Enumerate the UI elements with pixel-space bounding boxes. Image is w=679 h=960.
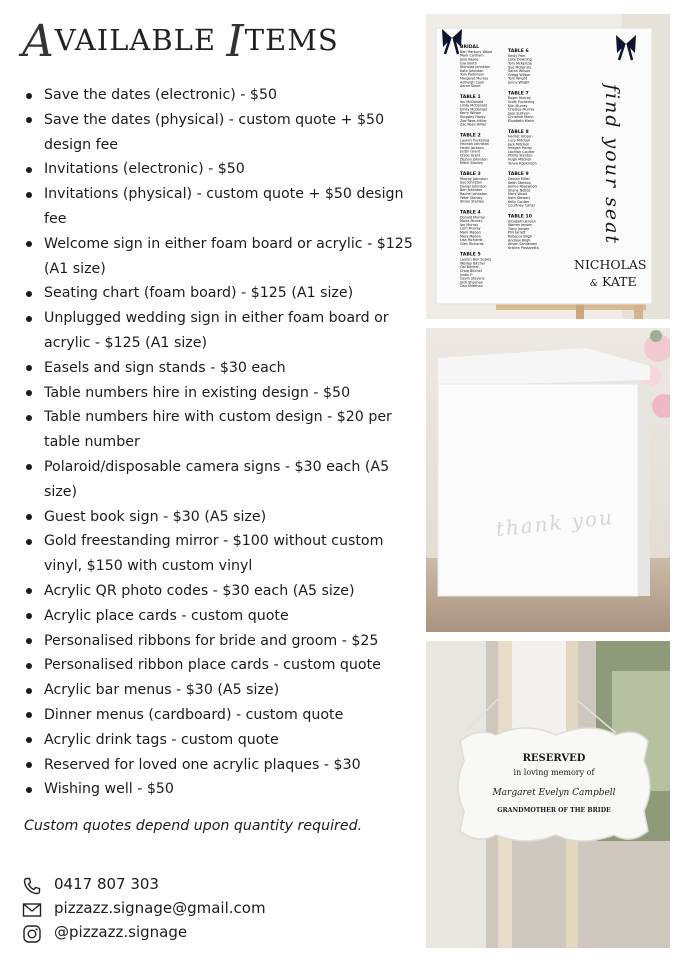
list-item: Invitations (electronic) - $50 [22,157,417,182]
contact-instagram [22,922,412,946]
contact-email [22,898,412,922]
seating-table-title: TABLE 5 [460,252,481,258]
seating-guest-name: Gai Bitcher [460,265,479,270]
seating-table-title: TABLE 9 [508,172,529,178]
seating-guest-name: Alison Sanderson [508,242,538,247]
seating-guest-name: Lauren Ben Scales [460,257,492,262]
seating-guest-name: Justin P [460,272,473,277]
seating-guest-name: Margaret Murray [460,76,489,81]
list-item: Reserved for loved one acrylic plaques - $30 [22,753,417,778]
list-item: Welcome sign in either foam board or acrylic - $125 (A1 size) [22,232,417,282]
list-item: Polaroid/disposable camera signs - $30 each (A5 size) [22,455,417,505]
seating-guest-name: Lachlan Coulter [508,149,535,154]
seating-guest-name: Kristen Passaretta [508,245,539,250]
seating-guest-name: Phil Jarrett [508,230,526,235]
mail-icon [22,900,42,920]
seating-guest-name: Kate Johnston [460,68,484,73]
seating-guest-name: Elizabeth Jensen [508,219,536,224]
thank-you-script: thank you [494,504,615,542]
seating-guest-name: Justin Grant [460,149,480,154]
seating-guest-name: Sue Johnston [460,180,483,185]
seating-guest-name: Ben Johnston [460,188,483,193]
seating-guest-name: Luke Downing [508,57,532,62]
seating-guest-name: Linda McDonald [460,103,488,108]
seating-guest-name: Emily Peel [508,53,526,58]
wishing-well-illustration [426,328,670,632]
seating-guest-name: Lauren Puckering [460,138,490,143]
plaque-shape [458,728,650,841]
title-second-cap: I [226,16,245,67]
seating-guest-name: Lorri Murray [460,226,481,231]
seating-guest-name: Josh Sheehan [460,280,483,285]
seating-guest-name: Rebecca Bligh [508,234,532,239]
plaque-heading: RESERVED [522,753,586,764]
page-title [22,16,412,70]
list-item: Personalised ribbon place cards - custom quote [22,653,417,678]
couple-name-2: KATE [602,274,637,289]
seating-guest-name: Hannah Johnston [460,142,489,147]
seating-guest-name: Moira Murray [460,219,483,224]
seating-guest-name: Mary Wood [508,192,527,197]
list-item: Wishing well - $50 [22,777,417,802]
seating-table-title: TABLE 8 [508,129,529,135]
seating-guest-name: Alison Stanley [460,199,485,204]
seating-guest-name: Chloe Grant [460,153,481,158]
seating-guest-name: Chelsea Murray [508,107,535,112]
seating-table-title: TABLE 1 [460,94,481,100]
seating-guest-name: Kath Stewart [508,196,530,200]
seating-table-title: BRIDAL [460,45,480,50]
seating-guest-name: Elizabeth Mann [508,119,534,123]
seating-guest-name: Tom Wright [508,76,528,81]
title-first-rest: VAILABLE [54,23,217,57]
seating-guest-name: Wesley Bitcher [460,261,486,266]
seating-guest-name: Andrew Bligh [508,238,531,243]
email-address[interactable]: pizzazz.signage@gmail.com [54,899,266,917]
seating-guest-name: Tanya Hopkinson [508,161,537,166]
list-item: Invitations (physical) - custom quote + $50 design fee [22,182,417,232]
seating-guest-name: Declan Johnston [460,157,488,162]
seating-guest-name: Sarah Wilson [508,69,531,74]
seating-guest-name: Rachel Johnston [460,192,488,196]
seating-guest-name: Janine Rosewood [508,184,537,189]
seating-guest-name: Warren Jensen [508,223,533,228]
list-item: Seating chart (foam board) - $125 (A1 size) [22,281,417,306]
seating-table-title: TABLE 6 [508,49,529,54]
instagram-icon [22,924,42,944]
reserved-plaque-photo [426,641,670,948]
list-item: Acrylic place cards - custom quote [22,604,417,629]
seating-guest-name: Zoe Rees-Hillier [460,118,487,123]
seating-guest-name: Lucy Mitchell [508,138,531,143]
seating-chart-photo [426,14,670,319]
seating-table-title: TABLE 10 [508,214,532,220]
reserved-plaque-illustration [426,641,670,948]
seating-guest-name: Jenny Wright [508,80,530,85]
seating-guest-name: Ben Harbury Wood [460,49,492,54]
seating-guest-name: Mark Mabon [460,230,481,235]
seating-guest-name: Mitch Stanley [460,161,484,166]
seating-guest-name: Kerry Wilson [460,111,482,116]
seating-chart-illustration [426,14,670,319]
seating-guest-name: Joey Sullivan [508,111,530,116]
seating-guest-name: Jane Beare [460,57,479,62]
find-your-seat-script: find your seat [601,84,623,246]
phone-number[interactable]: 0417 807 303 [54,875,159,893]
seating-guest-name: Isla Smith [460,61,477,66]
seating-guest-name: Lisa Richards [460,238,483,243]
title-second-rest: TEMS [244,23,339,57]
seating-guest-name: Kim Murray [508,103,528,108]
seating-guest-name: Ian Murray [460,222,479,227]
seating-guest-name: Declan Miller [508,177,531,181]
easel-bar [496,304,646,310]
list-item: Acrylic drink tags - custom quote [22,728,417,753]
seating-guest-name: Tracy Jensen [508,226,530,231]
seating-guest-name: Jack Mitchell [508,142,530,147]
seating-guest-name: Murray Johnston [460,176,488,181]
seating-guest-name: Gavin Stevens [460,276,485,281]
seating-guest-name: Kingsley Hardy [460,115,486,119]
seating-guest-name: Helen Jackson [460,145,484,150]
seating-guest-name: Dan Sheehan [460,284,483,289]
seating-table-title: TABLE 4 [460,210,481,216]
title-first-cap: A [22,16,55,67]
items-list [22,83,417,802]
seating-guest-name: Glen Richards [460,241,484,246]
seating-guest-name: Imogen Hardy [508,146,532,151]
seating-guest-name: Kelly Coulter [508,199,530,204]
seating-guest-name: Hugh Mitchell [508,157,532,162]
instagram-handle[interactable]: @pizzazz.signage [54,923,188,941]
seating-guest-name: Mary Mabon [460,234,481,239]
seating-guest-name: Nicholas Johnston [460,65,491,70]
list-item: Gold freestanding mirror - $100 without custom vinyl, $150 with custom vinyl [22,529,417,579]
list-item: Dinner menus (cardboard) - custom quote [22,703,417,728]
seating-guest-name: Peter Stanley [460,195,483,200]
couple-name-amp: & [590,279,599,289]
seating-table-title: TABLE 2 [460,133,481,139]
seating-guest-name: Christine Mann [508,115,534,120]
list-item: Acrylic QR photo codes - $30 each (A5 size) [22,579,417,604]
quote-note: Custom quotes depend upon quantity required. [24,818,363,834]
seating-guest-name: Ashleigh Cook [460,80,485,85]
list-item: Easels and sign stands - $30 each [22,356,417,381]
list-item: Guest book sign - $30 (A5 size) [22,505,417,530]
seating-table-title: TABLE 7 [508,91,529,97]
seating-guest-name: Gregg Wilson [508,72,531,77]
list-item: Save the dates (electronic) - $50 [22,83,417,108]
plaque-name: Margaret Evelyn Campbell [492,788,616,798]
seating-guest-name: Keith Stenton [508,180,531,185]
plaque-relation: GRANDMOTHER OF THE BRIDE [497,807,611,814]
seating-guest-name: Donald Murray [460,215,485,220]
seating-guest-name: Aaron Skent [460,84,481,89]
phone-icon [22,876,42,896]
seating-guest-name: Phillip Stenton [508,153,533,158]
seating-guest-name: Mark Canham [460,53,484,58]
seating-guest-name: Tom Parkinson [460,72,485,77]
seating-guest-name: Shane Nobbs [508,188,531,193]
wishing-well-photo [426,328,670,632]
seating-guest-name: Ian McDonald [460,99,484,104]
seating-table-title: TABLE 3 [460,171,481,177]
seating-guest-name: Craig Bitcher [460,269,483,273]
seating-guest-name: Harriet Gibson [508,134,533,139]
seating-guest-name: Emily McDonald [460,107,488,112]
list-item: Personalised ribbons for bride and groom - $25 [22,629,417,654]
seating-guest-name: Roger Murray [508,96,531,101]
seating-guest-name: Sue McKenzie [508,65,532,70]
couple-name-1: NICHOLAS [574,257,647,272]
plaque-subtitle: in loving memory of [513,768,595,777]
seating-guest-name: Courtney Carter [508,203,536,208]
contact-phone [22,874,412,898]
seating-guest-name: Tom McKenzie [508,61,532,66]
list-item: Table numbers hire in existing design - $50 [22,381,417,406]
seating-guest-name: Zac Rees-Hillier [460,122,487,127]
list-item: Unplugged wedding sign in either foam board or acrylic - $125 (A1 size) [22,306,417,356]
list-item: Table numbers hire with custom design - $20 per table number [22,405,417,455]
list-item: Save the dates (physical) - custom quote + $50 design fee [22,108,417,158]
seating-guest-name: Daniel Johnston [460,184,487,189]
seating-guest-name: Scott Puckering [508,100,535,104]
list-item: Acrylic bar menus - $30 (A5 size) [22,678,417,703]
